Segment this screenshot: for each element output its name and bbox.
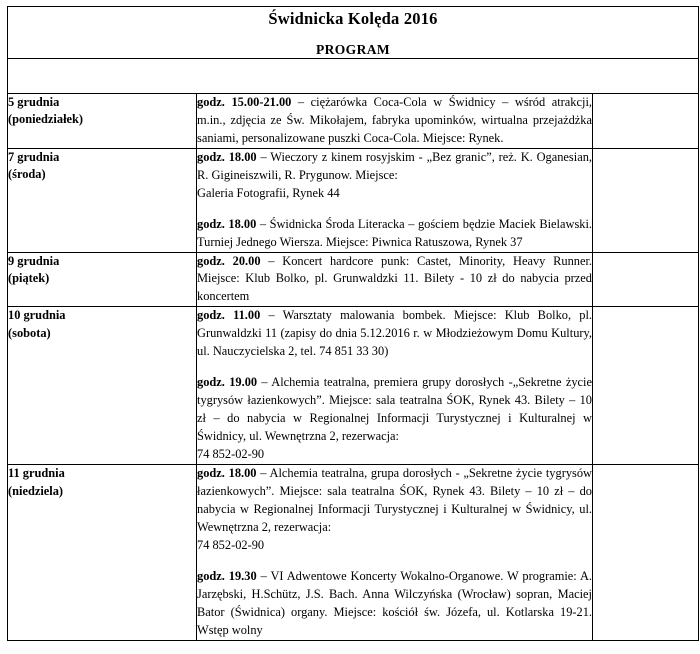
event-text: – Świdnicka Środa Literacka – gościem będzie Maciek Bielawski. Turniej Jednego Wiersza. Miejsce: Piwnica Ratuszowa, Rynek 37: [197, 216, 592, 249]
event-text: – Warsztaty malowania bombek. Miejsce: Klub Bolko, pl. Grunwaldzki 11 (zapisy do dnia 5.12.2016 r. w Młodzieżowym Domu Kultury, ul. Nauczycielska 2, tel. 74 851 33 30): [197, 308, 593, 359]
table-row: [8, 252, 699, 307]
date-cell: [8, 93, 197, 148]
spacer-cell: [8, 58, 699, 93]
extra-cell: [593, 148, 699, 252]
page-title: Świdnicka Kolęda 2016: [268, 9, 438, 28]
description-cell: [197, 307, 593, 465]
program-table-body: [8, 7, 699, 641]
date-cell: [8, 252, 197, 307]
description-cell: [197, 252, 593, 307]
table-row: [8, 148, 699, 252]
event-tail: Galeria Fotografii, Rynek 44: [197, 185, 340, 200]
event-hour: godz. 15.00-21.00: [197, 94, 292, 109]
event-entry: [197, 465, 592, 555]
program-table: [7, 6, 699, 641]
description-cell: [197, 148, 593, 252]
event-text: – Wieczory z kinem rosyjskim - „Bez granic”, reż. K. Oganesian, R. Gigineiszwili, R. Prygunow. Miejsce:: [197, 149, 592, 182]
event-text: – VI Adwentowe Koncerty Wokalno-Organowe. W programie: A. Jarzębski, H.Schütz, J.S. Bach. Anna Wilczyńska (Wrocław) sopran, Maciej Bator (Świdnica) organy. Miejsce: kościół św. Józefa, ul. Kotlarska 19-21. Wstęp wolny: [197, 569, 592, 638]
event-text: – Koncert hardcore punk: Castet, Minority, Heavy Runner. Miejsce: Klub Bolko, pl. Grunwaldzki 11. Bilety - 10 zł do nabycia przed koncertem: [197, 253, 592, 304]
event-entry: [197, 253, 592, 307]
date-weekday: (poniedziałek): [8, 112, 84, 127]
event-hour: godz. 19.30: [197, 569, 257, 584]
table-row: [8, 465, 699, 641]
description-cell: [197, 93, 593, 148]
event-tail: 74 852-02-90: [197, 447, 265, 462]
event-entry: [197, 374, 592, 464]
date-cell: [8, 307, 197, 465]
date-weekday: (piątek): [8, 271, 50, 286]
date-day: 9 grudnia: [8, 253, 60, 268]
extra-cell: [593, 307, 699, 465]
event-entry: [197, 149, 592, 203]
event-hour: godz. 11.00: [197, 308, 261, 323]
date-day: 11 grudnia: [8, 466, 65, 481]
date-day: 5 grudnia: [8, 94, 60, 109]
title-cell: [8, 7, 699, 59]
event-entry: [197, 216, 592, 252]
date-day: 10 grudnia: [8, 308, 66, 323]
event-hour: godz. 18.00: [197, 466, 257, 481]
event-entry: [197, 568, 592, 640]
extra-cell: [593, 465, 699, 641]
extra-cell: [593, 252, 699, 307]
event-tail: 74 852-02-90: [197, 538, 265, 553]
date-day: 7 grudnia: [8, 149, 60, 164]
date-weekday: (sobota): [8, 326, 51, 341]
event-text: – Alchemia teatralna, premiera grupy dorosłych -„Sekretne życie tygrysów łazienkowych”. Miejsce: sala teatralna ŚOK, Rynek 43. Bilety – 10 zł – do nabycia w Regionalnej Informacji Turystycznej i Kulturalnej w Świdnicy, ul. Wewnętrzna 2, rezerwacja:: [197, 375, 592, 444]
description-cell: [197, 465, 593, 641]
spacer-row: [8, 58, 699, 93]
event-hour: godz. 19.00: [197, 375, 258, 390]
event-hour: godz. 20.00: [197, 253, 261, 268]
table-row: [8, 307, 699, 465]
table-row: [8, 93, 699, 148]
event-entry: [197, 94, 592, 148]
extra-cell: [593, 93, 699, 148]
page-subtitle: PROGRAM: [315, 41, 391, 57]
title-row: [8, 7, 699, 59]
event-text: – Alchemia teatralna, grupa dorosłych - „Sekretne życie tygrysów łazienkowych”. Miejsce: sala teatralna ŚOK, Rynek 43. Bilety – 10 zł – do nabycia w Regionalnej Informacji Turystycznej i Kulturalnej w Świdnicy, ul. Wewnętrzna 2, rezerwacja:: [197, 466, 592, 535]
date-weekday: (niedziela): [8, 483, 64, 498]
event-hour: godz. 18.00: [197, 216, 257, 231]
date-cell: [8, 148, 197, 252]
event-hour: godz. 18.00: [197, 149, 257, 164]
date-weekday: (środa): [8, 167, 46, 182]
event-entry: [197, 307, 592, 361]
event-text: – ciężarówka Coca-Cola w Świdnicy – wśród atrakcji, m.in., zdjęcia ze Św. Mikołajem, fabryka upominków, wirtualna przejażdżka saniami, personalizowane puszki Coca-Cola. Miejsce: Rynek.: [197, 94, 592, 145]
date-cell: [8, 465, 197, 641]
